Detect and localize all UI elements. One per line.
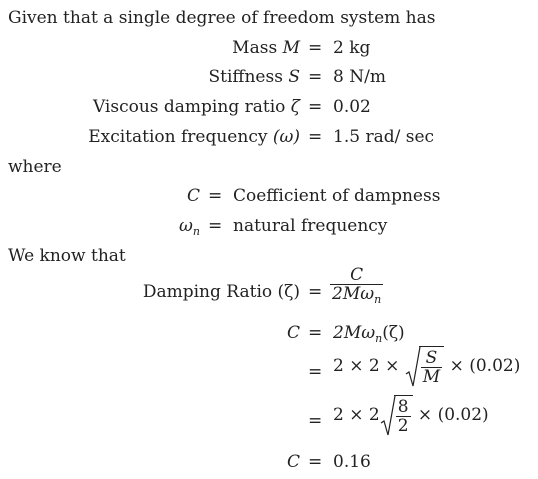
line4-rhs: 2 × 2 $\frac{8}{2}$ × (0.02) [333, 397, 489, 436]
stiffness-value: 8 N/m [333, 67, 386, 87]
damping-label: Viscous damping ratio ζ [92, 97, 300, 117]
mass-label: Mass M [232, 38, 300, 58]
ratio-label: Damping Ratio (ζ) [142, 282, 300, 302]
excitation-equals: = [308, 127, 323, 147]
line4-equals: = [308, 411, 323, 431]
wn-definition: natural frequency [233, 216, 388, 236]
line5-equals: = [308, 452, 323, 472]
line5-rhs: 0.16 [333, 452, 371, 472]
line5-lhs: C [286, 452, 300, 472]
where-text: where [8, 157, 62, 177]
line3-rhs: 2 × 2 × $\frac{S}{M}$ × (0.02) [333, 348, 521, 387]
sqrt-s-over-m: $\frac{S}{M}$ [405, 346, 444, 386]
frac-denominator: 2Mω [332, 284, 375, 304]
wn-symbol: $\omega_n$ [179, 216, 200, 238]
ratio-fraction: $\frac{C}{2M\omega_n}$ [332, 265, 382, 306]
ratio-equals: = [308, 282, 323, 302]
line2-lhs: C [286, 323, 300, 343]
line3-equals: = [308, 362, 323, 382]
wn-equals: = [208, 216, 223, 236]
damping-equals: = [308, 97, 323, 117]
excitation-value: 1.5 rad/ sec [333, 127, 435, 147]
stiffness-label: Stiffness S [208, 67, 300, 87]
excitation-label: Excitation frequency (ω) [88, 127, 300, 147]
line2-equals: = [308, 323, 323, 343]
c-symbol: C [186, 186, 200, 206]
stiffness-equals: = [308, 67, 323, 87]
sqrt-8-over-2: $\frac{8}{2}$ [380, 395, 413, 435]
line2-rhs: $2M\omega_n(\zeta)$ [333, 323, 405, 345]
c-definition: Coefficient of dampness [233, 186, 441, 206]
we-know-text: We know that [8, 246, 126, 266]
mass-value: 2 kg [333, 38, 371, 58]
frac-numerator: C [350, 265, 364, 285]
mass-equals: = [308, 38, 323, 58]
intro-text: Given that a single degree of freedom system has [8, 8, 436, 28]
damping-value: 0.02 [333, 97, 371, 117]
c-equals: = [208, 186, 223, 206]
